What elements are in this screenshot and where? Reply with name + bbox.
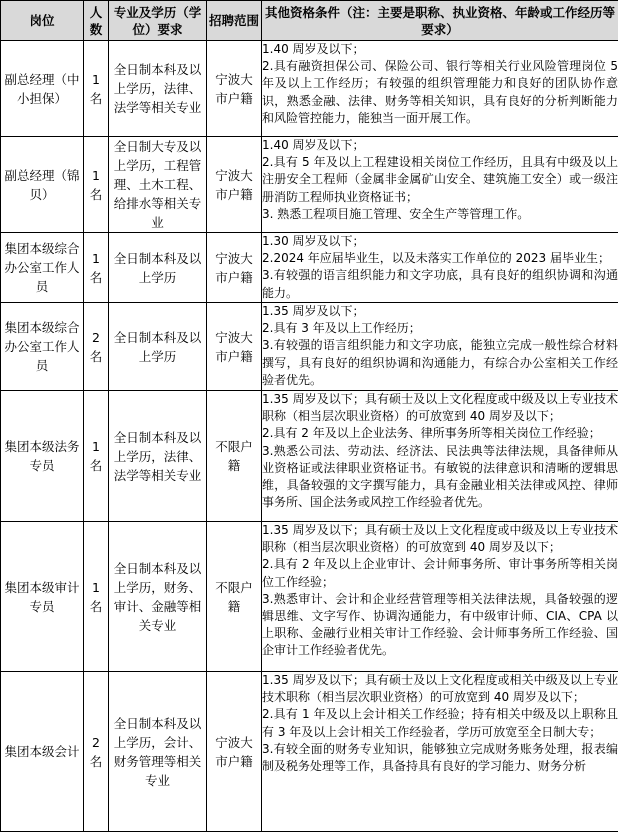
- requirements-cell: [262, 233, 618, 303]
- requirement-line: 1.40 周岁及以下；: [262, 137, 618, 154]
- header-count: 人数: [84, 1, 109, 41]
- requirement-line: 1.40 周岁及以下；: [262, 41, 618, 58]
- major-cell: 全日制本科及以上学历: [109, 303, 207, 391]
- count-cell: 1名: [84, 233, 109, 303]
- header-requirements: 其他资格条件（注：主要是职称、执业资格、年龄或工作经历等要求）: [262, 1, 618, 41]
- count-cell: 1名: [84, 41, 109, 137]
- position-cell: 集团本级法务专员: [1, 391, 84, 522]
- scope-cell: 宁波大市户籍: [207, 233, 262, 303]
- table-row: [1, 391, 618, 522]
- table-row: [1, 672, 618, 832]
- requirement-line: 2.具有融资担保公司、保险公司、银行等相关行业风险管理岗位 5 年及以上工作经历；有较强的组织管理能力和良好的团队协作意识，熟悉金融、法律、财务等相关知识，具有良好的分析判断能力和风险管控能力，能独当一面开展工作。: [262, 58, 618, 127]
- major-cell: 全日制本科及以上学历，会计、财务管理等相关专业: [109, 672, 207, 832]
- table-row: [1, 137, 618, 233]
- requirements-cell: [262, 303, 618, 391]
- requirements-cell: [262, 41, 618, 137]
- scope-cell: 宁波大市户籍: [207, 303, 262, 391]
- requirement-line: 1.35 周岁及以下；具有硕士及以上文化程度或相关中级及以上专业技术职称（相当层次职业资格）的可放宽到 40 周岁及以下；: [262, 672, 618, 706]
- requirement-line: 2.具有 5 年及以上工程建设相关岗位工作经历，且具有中级及以上注册安全工程师（金属非金属矿山安全、建筑施工安全）或一级注册消防工程师执业资格证书；: [262, 154, 618, 206]
- scope-cell: 不限户籍: [207, 391, 262, 522]
- header-scope: 招聘范围: [207, 1, 262, 41]
- requirement-line: 3.有较强的语言组织能力和文字功底，具有良好的组织协调和沟通能力。: [262, 267, 618, 301]
- table-row: [1, 303, 618, 391]
- table-row: [1, 233, 618, 303]
- requirement-line: 1.35 周岁及以下；: [262, 303, 618, 320]
- requirement-line: 3.熟悉审计、会计和企业经营管理等相关法律法规，具备较强的逻辑思维、文字写作、协调沟通能力，有中级审计师、CIA、CPA 以上职称、金融行业相关审计工作经验、会计师事务所工作经验、国企审计工作经验者优先。: [262, 591, 618, 660]
- requirement-line: 2.具有 2 年及以上企业审计、会计师事务所、审计事务所等相关岗位工作经验；: [262, 556, 618, 590]
- requirement-line: 3.有较强的语言组织能力和文字功底，能独立完成一般性综合材料撰写，具有良好的组织协调和沟通能力，有综合办公室相关工作经验者优先。: [262, 337, 618, 389]
- requirement-line: 2.具有 3 年及以上工作经历；: [262, 320, 618, 337]
- position-cell: 副总经理（中小担保）: [1, 41, 84, 137]
- requirements-cell: [262, 391, 618, 522]
- position-cell: 集团本级会计: [1, 672, 84, 832]
- requirement-line: 1.30 周岁及以下；: [262, 233, 618, 250]
- major-cell: 全日制大专及以上学历，工程管理、土木工程、给排水等相关专业: [109, 137, 207, 233]
- scope-cell: 宁波大市户籍: [207, 137, 262, 233]
- table-row: [1, 41, 618, 137]
- requirement-line: 2.2024 年应届毕业生，以及未落实工作单位的 2023 届毕业生；: [262, 250, 618, 267]
- position-cell: 集团本级审计专员: [1, 522, 84, 672]
- position-cell: 副总经理（锦贝）: [1, 137, 84, 233]
- requirement-line: 2.具有 2 年及以上企业法务、律所事务所等相关岗位工作经验；: [262, 425, 618, 442]
- requirement-line: 3. 熟悉工程项目施工管理、安全生产等管理工作。: [262, 206, 618, 223]
- requirements-cell: [262, 672, 618, 832]
- header-position: 岗位: [1, 1, 84, 41]
- requirement-line: 1.35 周岁及以下；具有硕士及以上文化程度或中级及以上专业技术职称（相当层次职业资格）的可放宽到 40 周岁及以下；: [262, 522, 618, 556]
- position-cell: 集团本级综合办公室工作人员: [1, 303, 84, 391]
- scope-cell: 宁波大市户籍: [207, 672, 262, 832]
- requirements-cell: [262, 522, 618, 672]
- scope-cell: 不限户籍: [207, 522, 262, 672]
- requirement-line: 3.有较全面的财务专业知识，能够独立完成财务账务处理，报表编制及税务处理等工作，具备持具有良好的学习能力、财务分析: [262, 741, 618, 775]
- major-cell: 全日制本科及以上学历，法律、法学等相关专业: [109, 41, 207, 137]
- table-row: [1, 522, 618, 672]
- count-cell: 2名: [84, 303, 109, 391]
- requirement-line: 2.具有 1 年及以上会计相关工作经验；持有相关中级及以上职称且有 3 年及以上会计相关工作经验者，学历可放宽至全日制大专；: [262, 706, 618, 740]
- major-cell: 全日制本科及以上学历，财务、审计、金融等相关专业: [109, 522, 207, 672]
- major-cell: 全日制本科及以上学历，法律、法学等相关专业: [109, 391, 207, 522]
- position-cell: 集团本级综合办公室工作人员: [1, 233, 84, 303]
- header-major: 专业及学历（学位）要求: [109, 1, 207, 41]
- requirement-line: 1.35 周岁及以下；具有硕士及以上文化程度或中级及以上专业技术职称（相当层次职业资格）的可放宽到 40 周岁及以下；: [262, 391, 618, 425]
- table-header-row: [1, 1, 618, 41]
- count-cell: 2名: [84, 672, 109, 832]
- count-cell: 1名: [84, 137, 109, 233]
- major-cell: 全日制本科及以上学历: [109, 233, 207, 303]
- scope-cell: 宁波大市户籍: [207, 41, 262, 137]
- count-cell: 1名: [84, 391, 109, 522]
- count-cell: 1名: [84, 522, 109, 672]
- requirement-line: 3.熟悉公司法、劳动法、经济法、民法典等法律法规，具备律师从业资格证或法律职业资格证书。有敏锐的法律意识和清晰的逻辑思维，具备较强的文字撰写能力，具有金融业相关法律或风控、律师事务所、国企法务或风控工作经验者优先。: [262, 443, 618, 512]
- requirements-cell: [262, 137, 618, 233]
